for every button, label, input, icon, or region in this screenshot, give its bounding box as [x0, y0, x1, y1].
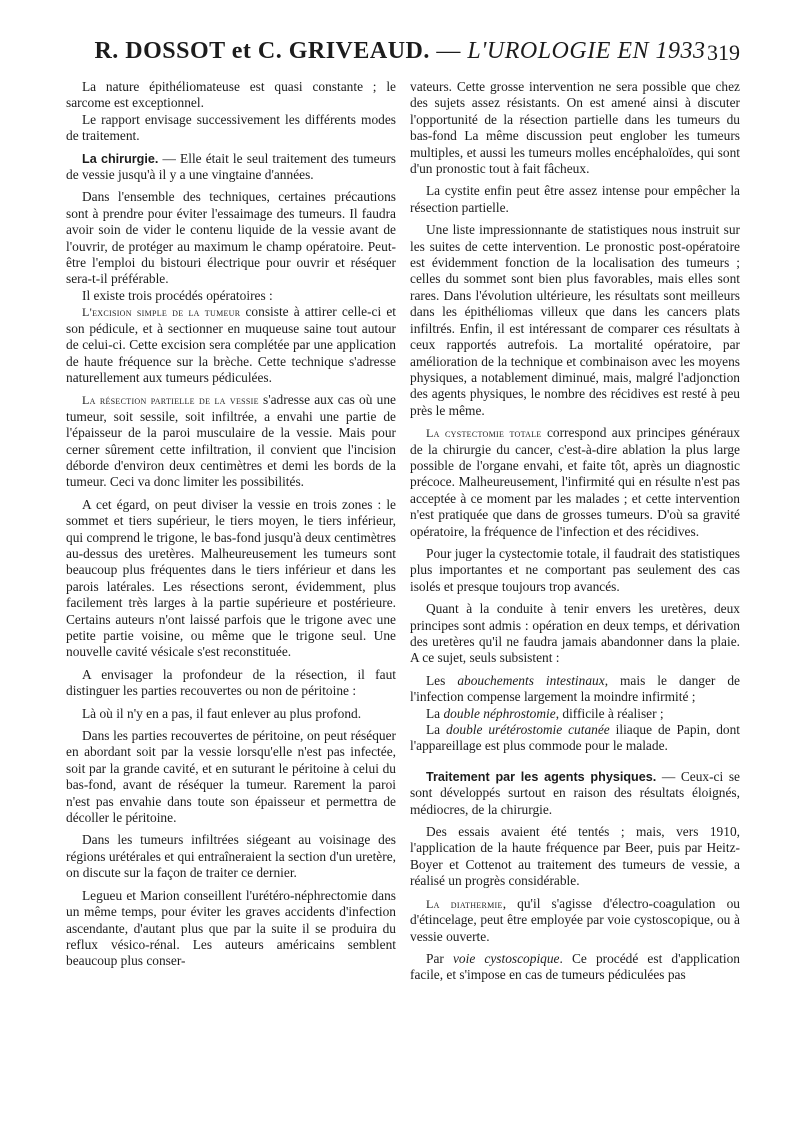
term-abouchements: abouchements intestinaux [457, 672, 605, 688]
term-voie-cystoscopique: voie cystoscopique [452, 950, 560, 966]
term-ureterostomie: double urétérostomie cutanée [446, 722, 610, 738]
term-excision-simple: L'excision simple de la tumeur [82, 305, 241, 320]
running-header [0, 38, 800, 74]
term-resection-partielle: La résection partielle de la vessie [82, 393, 259, 408]
paragraph-text: La [426, 705, 444, 721]
paragraph [66, 151, 396, 184]
header-title-line [0, 38, 800, 65]
paragraph-text: iliaque de Papin, dont l'appareillage est plus commode pour le malade. [410, 722, 740, 754]
paragraph [66, 392, 396, 490]
paragraph-text: — Elle était le seul traitement des tumeurs de vessie jusqu'à il y a une vingtaine d'années. [66, 150, 396, 183]
paragraph: Là où il n'y en a pas, il faut enlever au plus profond. [82, 705, 362, 721]
paragraph [410, 425, 740, 540]
paragraph: La nature épithéliomateuse est quasi constante ; le sarcome est exceptionnel. [66, 79, 396, 111]
paragraph: Le rapport envisage successivement les différents modes de traitement. [66, 111, 396, 144]
paragraph-text: , difficile à réaliser ; [555, 705, 664, 721]
paragraph-text: correspond aux principes généraux de la chirurgie du cancer, c'est-à-dire ablation la plus large possible de l'organe envahi, et faite tôt, après un diagnostic précoce. Malheureusement, l'infirmité qui en résulte n'est pas acceptée à ce moment par les malades ; et cette intervention n'est pratiquée que dans de grosses tumeurs. D'où sa gravité opératoire, la fréquence de l'infection et des récidives. [410, 425, 740, 539]
paragraph-text: consiste à attirer celle-ci et son pédicule, et à sectionner en muqueuse saine tout autour de celui-ci. Cette excision sera complétée par une application de haute fréquence sur la brèche. Cette technique s'adresse naturellement aux tumeurs pédiculées. [66, 304, 396, 385]
left-column [66, 79, 396, 970]
paragraph [410, 769, 740, 818]
paragraph-text: La [426, 722, 447, 738]
header-authors: R. DOSSOT et C. GRIVEAUD. [94, 38, 430, 64]
paragraph-text: s'adresse aux cas où une tumeur, soit sessile, soit infiltrée, a envahi une partie de l'épaisseur de la paroi musculaire de la vessie. Mais pour cerner sûrement cette infiltration, il convient que l'incision déborde d'environ deux centimètres et demi les bords de la tumeur. Ceci va donc limiter les possibilités. [66, 392, 396, 490]
paragraph-text: , mais le danger de l'infection compense largement la moindre infirmité ; [410, 672, 741, 705]
paragraph: Dans les tumeurs infiltrées siégeant au voisinage des régions urétérales et qui entraîneraient la section d'un uretère, on discute sur la façon de traiter ce dernier. [66, 832, 396, 881]
term-nephrostomie: double néphrostomie [443, 705, 556, 721]
paragraph-text: Par [426, 950, 453, 966]
paragraph-text: , qu'il s'agisse d'électro-coagulation ou d'étincelage, peut être employée par voie cystoscopique, ou à vessie ouverte. [410, 895, 741, 944]
paragraph-text: — Ceux-ci se sont développés surtout en raison des résultats éloignés, médiocres, de la chirurgie. [410, 768, 740, 817]
term-cystectomie-totale: La cystectomie totale [426, 426, 542, 441]
paragraph [410, 722, 740, 755]
paragraph [410, 951, 740, 984]
paragraph [410, 673, 740, 706]
section-heading-surgery: La chirurgie. [82, 151, 159, 166]
paragraph: La cystite enfin peut être assez intense pour empêcher la résection partielle. [410, 183, 740, 215]
term-diathermie: La diathermie [426, 896, 503, 911]
page-number: 319 [707, 40, 740, 65]
paragraph: Dans les parties recouvertes de péritoine, on peut réséquer en abordant soit par la vessie lorsqu'elle n'est pas infectée, soit par la grande cavité, et en suturant le péritoine à celui du bas-fond, avant de réséquer la tumeur. Rarement la paroi n'est pas envahie dans toute son épaisseur et permettra de décoller le péritoine. [66, 728, 396, 826]
paragraph [66, 304, 396, 386]
right-column [410, 79, 740, 984]
paragraph: Il existe trois procédés opératoires : [82, 287, 273, 303]
paragraph: Dans l'ensemble des techniques, certaines précautions sont à prendre pour éviter l'essaimage des tumeurs. Il faudra avoir soin de vider le contenu liquide de la vessie avant de l'ouvrir, de protéger au maximum le champ opératoire. Peut-être l'emploi du bistouri électrique pour ouvrir et réséquer sera-t-il préférable. [66, 189, 396, 287]
paragraph: Des essais avaient été tentés ; mais, vers 1910, l'application de la haute fréquence par Beer, puis par Heitz-Boyer et Cottenot au traitement des tumeurs de vessie, a réalisé un progrès considérable. [410, 824, 740, 889]
paragraph: A cet égard, on peut diviser la vessie en trois zones : le sommet et tiers supérieur, le tiers moyen, le tiers inférieur, qui comprend le trigone, le bas-fond jusqu'à deux centimètres au-dessus des uretères. Malheureusement les tumeurs sont beaucoup plus fréquentes dans le tiers inférieur et dans les parois latérales. Les résections seront, évidemment, plus facilement très larges à la partie supérieure et postérieure. Certains auteurs n'ont laissé parfois que le trigone avec une petite partie voisine, ou même que le trigone seul. Une nouvelle cavité vésicale s'est reconstituée. [66, 496, 397, 660]
paragraph: Une liste impressionnante de statistiques nous instruit sur les suites de cette intervention. Le pronostic post-opératoire est évidemment fonction de la localisation des tumeurs ; celles du sommet sont bien plus favorables, mais elles sont rares. Dans l'évolution ultérieure, les résultats sont meilleurs dans les épithéliomas villeux que dans les cancers plats infiltrés. Enfin, il est intéressant de comparer ces résultats à ceux rapportés autrefois. La mortalité opératoire, par amélioration de la technique et combinaison avec les moyens physiques, a notablement diminué, mais, malgré l'adjonction des agents physiques, le nombre des récidives est resté à peu près le même. [410, 222, 740, 418]
paragraph-text: . Ce procédé est d'application facile, et s'impose en cas de tumeurs pédiculées pas [410, 950, 741, 983]
paragraph: Legueu et Marion conseillent l'urétéro-néphrectomie dans un même temps, pour éviter les graves accidents d'infection ascendante, d'autant plus que par la suite il se produira du reflux vésico-rénal. Les auteurs américains semblent beaucoup plus conser- [66, 887, 396, 969]
section-heading-physical-agents: Traitement par les agents physiques. [426, 769, 657, 784]
paragraph: vateurs. Cette grosse intervention ne sera possible que chez des sujets assez résistants. On est amené ainsi à discuter l'opportunité de la résection partielle dans les tumeurs du bas-fond La même discussion peut englober les tumeurs multiples, et aussi les tumeurs molles encéphaloïdes, qui sont d'un pronostic tout à fait fâcheux. [410, 79, 740, 177]
paragraph: A envisager la profondeur de la résection, il faut distinguer les parties recouvertes ou non de péritoine : [66, 666, 396, 699]
header-title: L'UROLOGIE EN 1933 [467, 38, 706, 64]
paragraph: Quant à la conduite à tenir envers les uretères, deux principes sont admis : opération en deux temps, et dérivation des uretères qu'il ne faudra jamais abandonner dans la plaie. A ce sujet, seuls subsistent : [410, 601, 740, 666]
paragraph-text: Les [426, 672, 458, 688]
paragraph [410, 896, 740, 945]
header-dash: — [429, 38, 468, 64]
paragraph [410, 706, 740, 722]
paragraph: Pour juger la cystectomie totale, il faudrait des statistiques plus importantes et ne comportant pas seulement des cas isolés et presque toujours trop avancés. [410, 545, 740, 594]
